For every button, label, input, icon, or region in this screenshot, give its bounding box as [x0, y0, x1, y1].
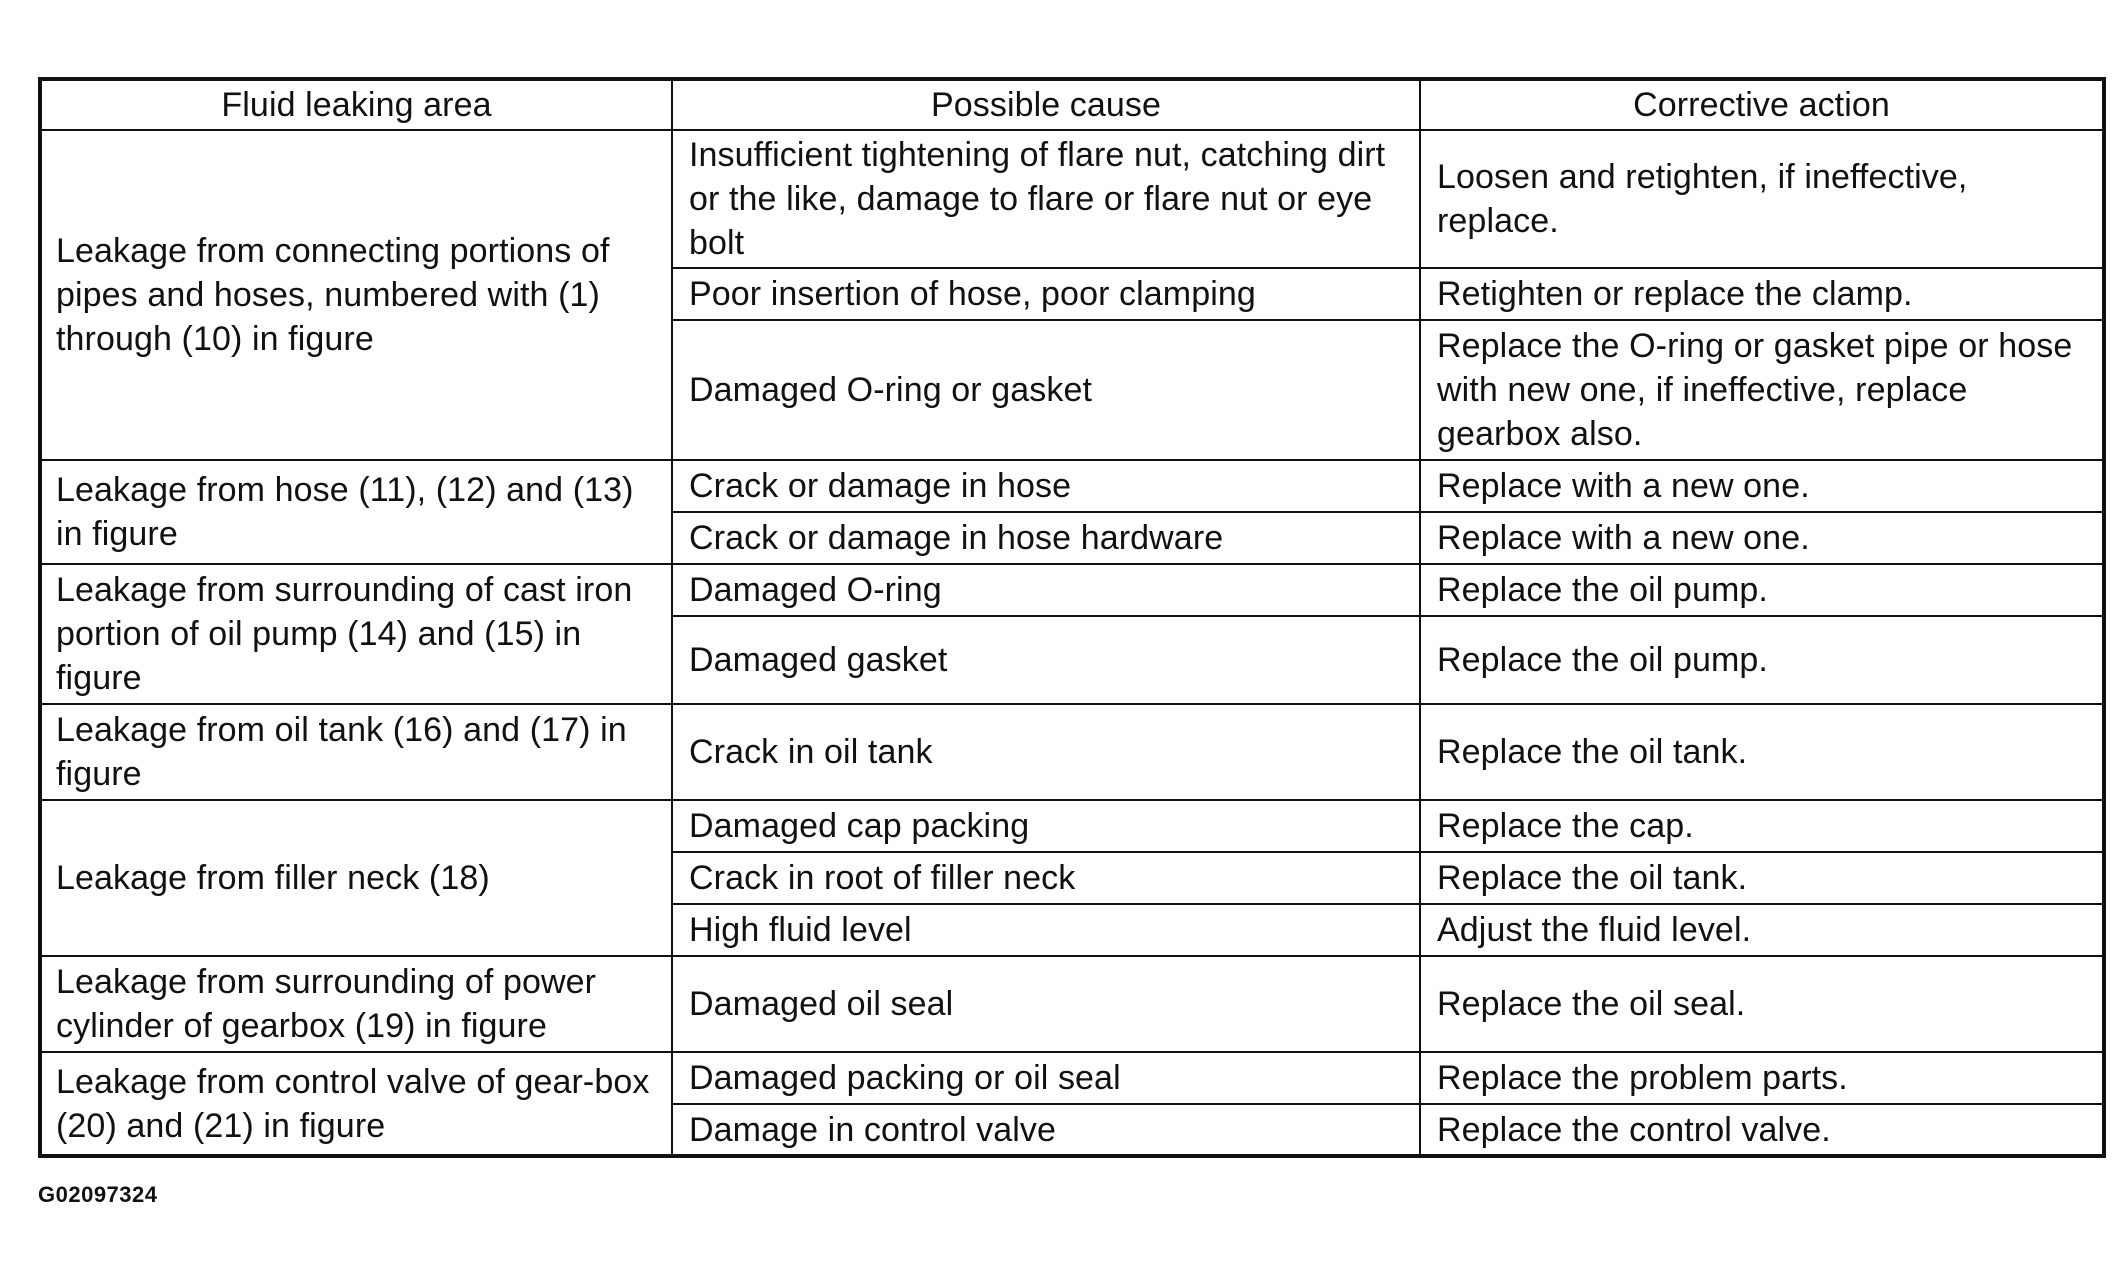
area-cell: Leakage from connecting portions of pipes and hoses, numbered with (1) through (10) in figure — [40, 130, 672, 460]
action-cell: Adjust the fluid level. — [1420, 904, 2104, 956]
action-cell: Replace the control valve. — [1420, 1104, 2104, 1156]
area-cell: Leakage from surrounding of cast iron portion of oil pump (14) and (15) in figure — [40, 564, 672, 704]
cause-cell: Insufficient tightening of flare nut, catching dirt or the like, damage to flare or flare nut or eye bolt — [672, 130, 1420, 268]
cause-cell: Crack or damage in hose hardware — [672, 512, 1420, 564]
action-cell: Loosen and retighten, if ineffective, replace. — [1420, 130, 2104, 268]
cause-cell: Crack in oil tank — [672, 704, 1420, 800]
area-cell: Leakage from surrounding of power cylinder of gearbox (19) in figure — [40, 956, 672, 1052]
action-cell: Replace the O-ring or gasket pipe or hose with new one, if ineffective, replace gearbox also. — [1420, 320, 2104, 460]
fluid-leak-table — [38, 77, 2106, 1158]
area-cell: Leakage from oil tank (16) and (17) in figure — [40, 704, 672, 800]
action-cell: Replace with a new one. — [1420, 512, 2104, 564]
action-cell: Replace the oil tank. — [1420, 852, 2104, 904]
cause-cell: Crack in root of filler neck — [672, 852, 1420, 904]
table-row — [40, 704, 2104, 800]
action-cell: Replace the cap. — [1420, 800, 2104, 852]
table-row — [40, 1052, 2104, 1104]
cause-cell: Damaged gasket — [672, 616, 1420, 704]
action-cell: Retighten or replace the clamp. — [1420, 268, 2104, 320]
area-cell: Leakage from hose (11), (12) and (13) in figure — [40, 460, 672, 564]
table-header-row — [40, 79, 2104, 130]
cause-cell: Damage in control valve — [672, 1104, 1420, 1156]
figure-id: G02097324 — [38, 1182, 158, 1207]
cause-cell: Damaged cap packing — [672, 800, 1420, 852]
area-cell: Leakage from control valve of gear-box (20) and (21) in figure — [40, 1052, 672, 1156]
cause-cell: Damaged O-ring or gasket — [672, 320, 1420, 460]
action-cell: Replace the problem parts. — [1420, 1052, 2104, 1104]
header-corrective-action: Corrective action — [1420, 79, 2104, 130]
fluid-leak-table-wrapper — [38, 77, 2102, 1158]
action-cell: Replace with a new one. — [1420, 460, 2104, 512]
cause-cell: Poor insertion of hose, poor clamping — [672, 268, 1420, 320]
cause-cell: Damaged O-ring — [672, 564, 1420, 616]
table-row — [40, 800, 2104, 852]
header-possible-cause: Possible cause — [672, 79, 1420, 130]
cause-cell: High fluid level — [672, 904, 1420, 956]
action-cell: Replace the oil tank. — [1420, 704, 2104, 800]
action-cell: Replace the oil seal. — [1420, 956, 2104, 1052]
cause-cell: Damaged packing or oil seal — [672, 1052, 1420, 1104]
action-cell: Replace the oil pump. — [1420, 616, 2104, 704]
table-row — [40, 564, 2104, 616]
cause-cell: Crack or damage in hose — [672, 460, 1420, 512]
table-row — [40, 460, 2104, 512]
header-fluid-leaking-area: Fluid leaking area — [40, 79, 672, 130]
cause-cell: Damaged oil seal — [672, 956, 1420, 1052]
table-row — [40, 956, 2104, 1052]
action-cell: Replace the oil pump. — [1420, 564, 2104, 616]
table-row — [40, 130, 2104, 268]
area-cell: Leakage from filler neck (18) — [40, 800, 672, 956]
